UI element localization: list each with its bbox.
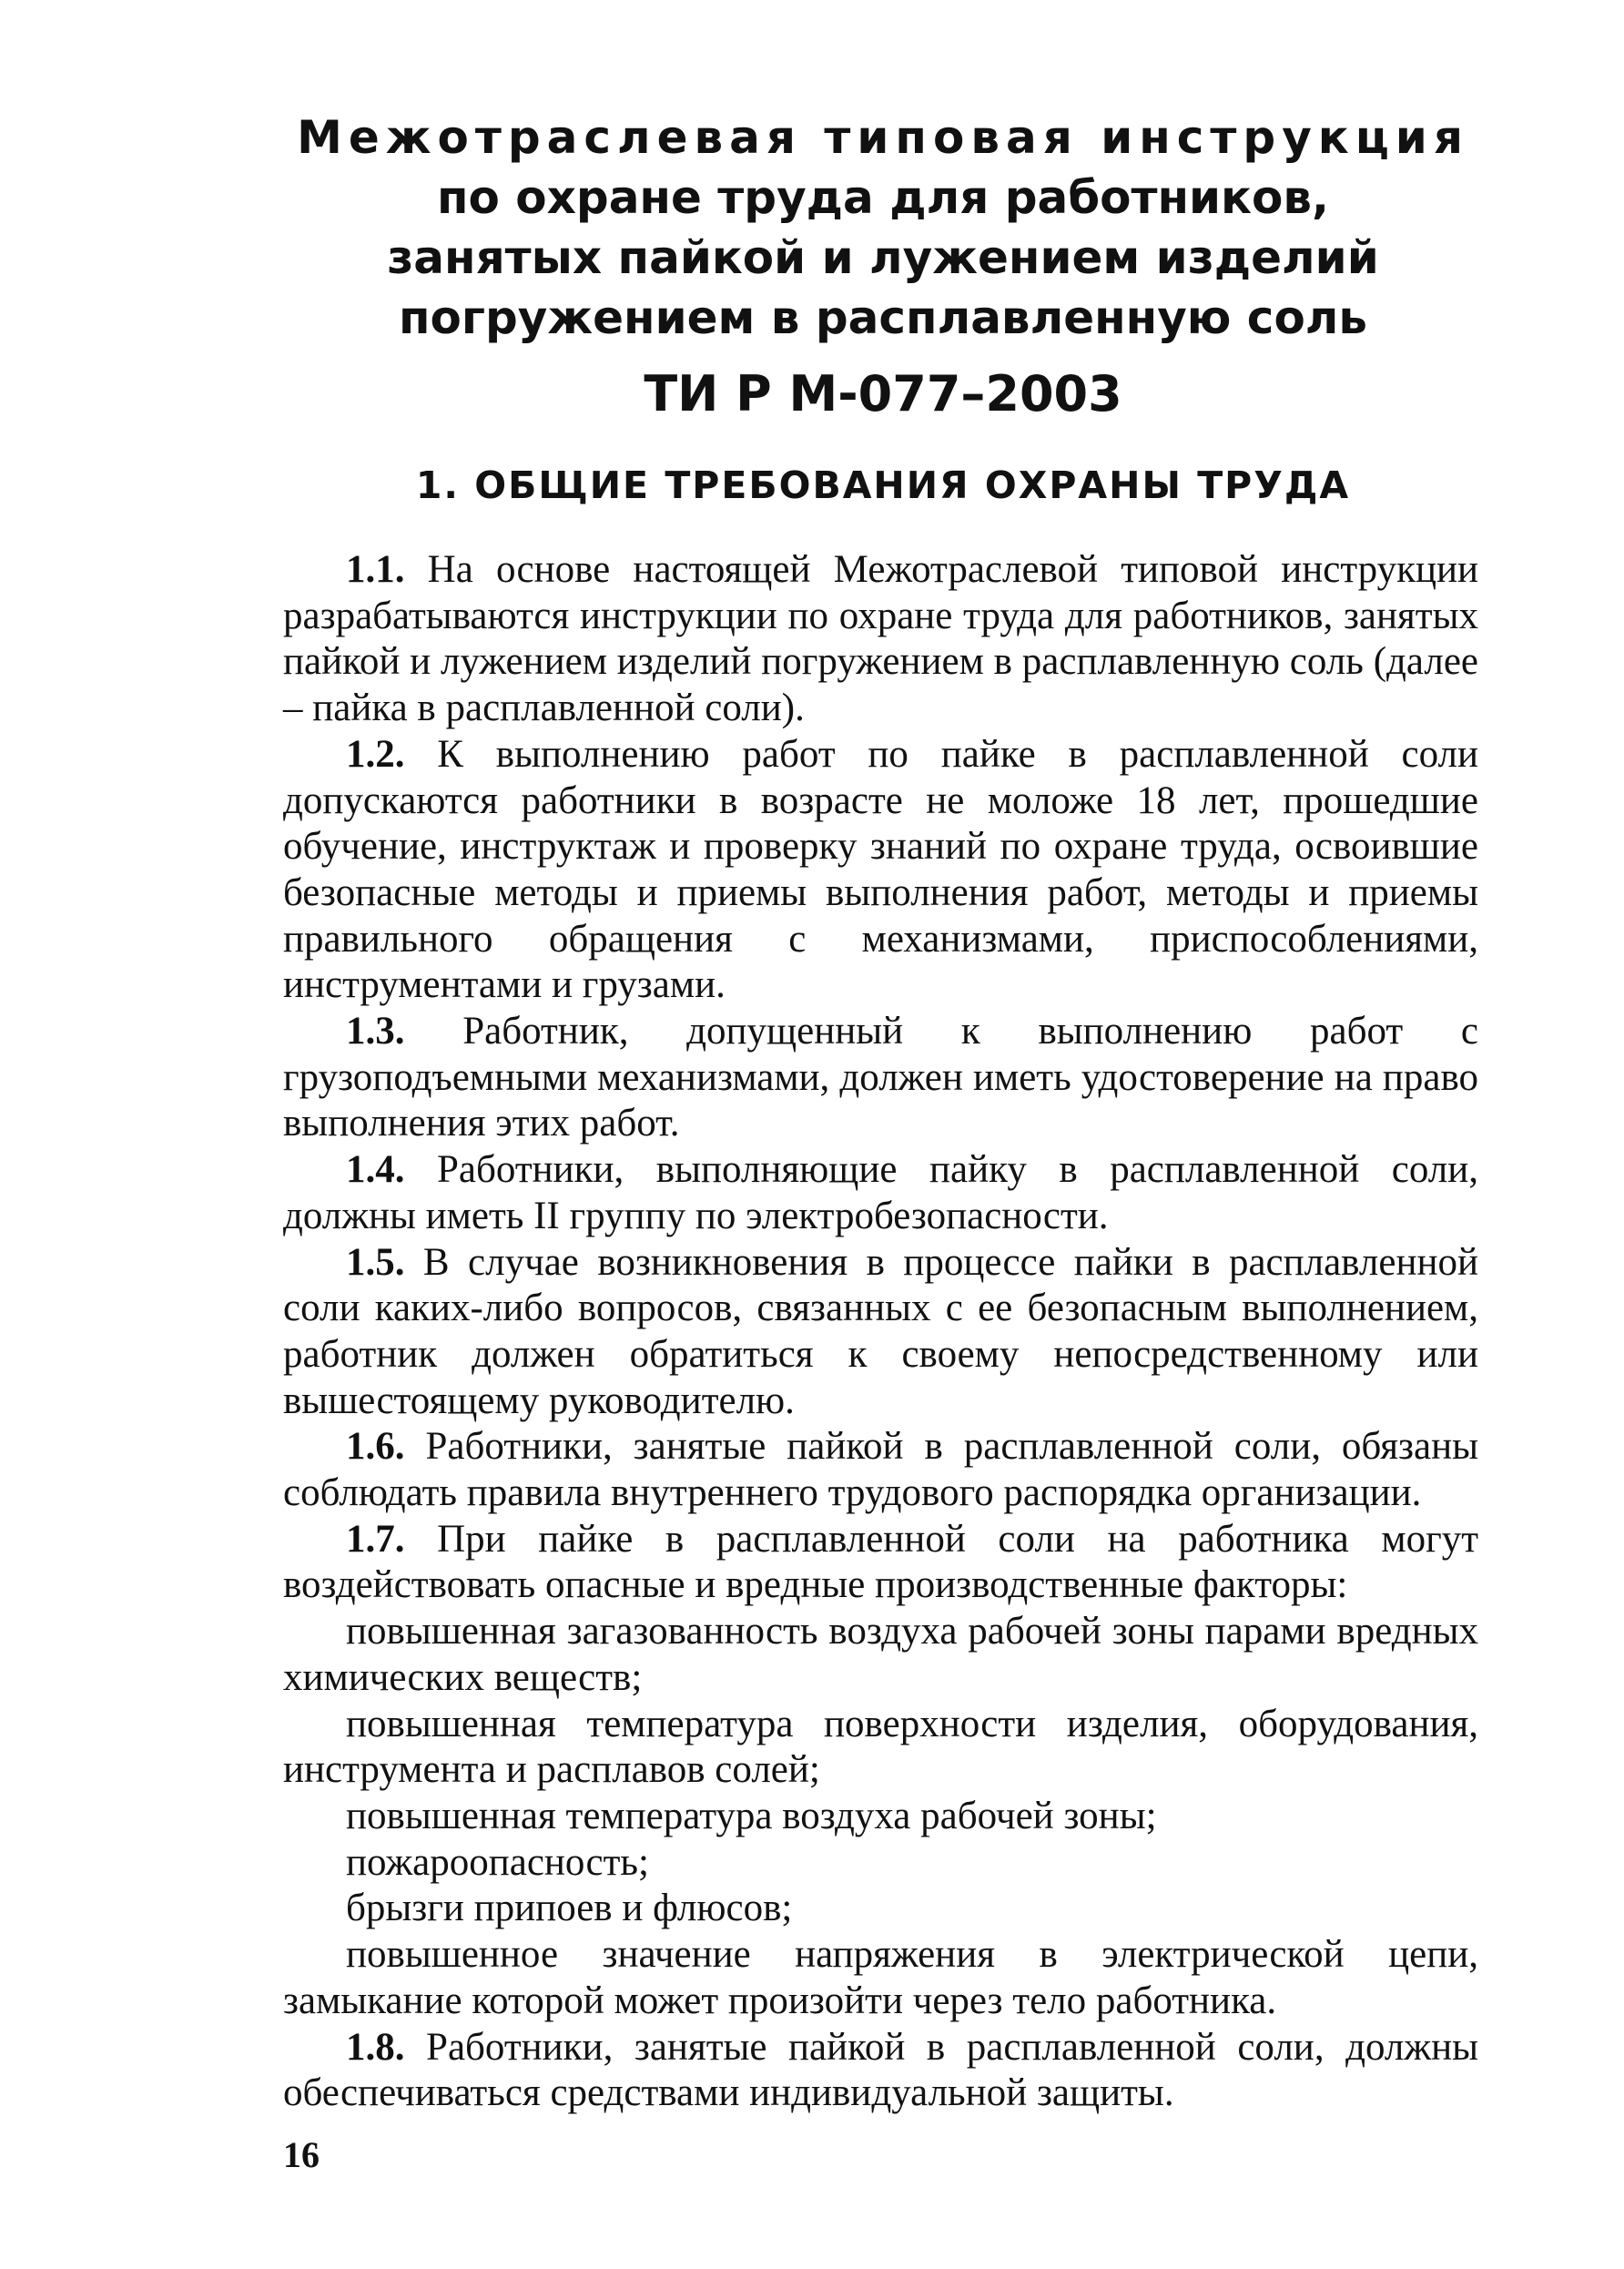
list-item-text: повышенное значение напряжения в электрической цепи, замыкание которой может произойти через тело работника. <box>283 1933 1478 2022</box>
title-line: Межотраслевая типовая инструкция <box>297 111 1469 164</box>
paragraph-text: К выполнению работ по пайке в расплавленной соли допускаются работники в возрасте не моложе 18 лет, прошедшие обучение, инструктаж и проверку знаний по охране труда, освоившие безопасные методы и приемы выполнения работ, методы и приемы правильного обращения с механизмами, приспособлениями, инструментами и грузами. <box>283 732 1478 1007</box>
list-item <box>283 1609 1478 1701</box>
paragraph-number: 1.3. <box>346 1010 405 1053</box>
paragraph-number: 1.6. <box>346 1425 405 1469</box>
list-item-text: повышенная температура поверхности изделия, оборудования, инструмента и расплавов солей; <box>283 1702 1478 1792</box>
document-body <box>283 547 1478 2117</box>
paragraph-number: 1.8. <box>346 2025 405 2069</box>
paragraph <box>283 732 1478 1009</box>
paragraph <box>283 1424 1478 1516</box>
paragraph-number: 1.5. <box>346 1240 405 1284</box>
paragraph <box>283 1240 1478 1425</box>
list-item <box>283 1886 1478 1932</box>
paragraph <box>283 1517 1478 1609</box>
list-item-text: повышенная загазованность воздуха рабочей зоны парами вредных химических веществ; <box>283 1610 1478 1699</box>
document-title <box>273 107 1493 348</box>
title-line: погружением в расплавленную соль <box>398 291 1368 344</box>
page-number: 16 <box>283 2134 320 2175</box>
paragraph <box>283 1009 1478 1147</box>
paragraph-text: При пайке в расплавленной соли на работника могут воздействовать опасные и вредные производственные факторы: <box>283 1517 1478 1607</box>
section-heading: 1. ОБЩИЕ ТРЕБОВАНИЯ ОХРАНЫ ТРУДА <box>415 463 1351 507</box>
paragraph-number: 1.7. <box>346 1517 405 1561</box>
paragraph <box>283 547 1478 732</box>
paragraph-text: В случае возникновения в процессе пайки в расплавленной соли каких-либо вопросов, связанных с ее безопасным выполнением, работник должен обратиться к своему непосредственному или вышестоящему руководителю. <box>283 1240 1478 1422</box>
title-line: занятых пайкой и лужением изделий <box>387 231 1379 284</box>
paragraph-number: 1.1. <box>346 548 405 591</box>
paragraph <box>283 2025 1478 2117</box>
title-line: по охране труда для работников, <box>437 171 1329 224</box>
paragraph <box>283 1147 1478 1239</box>
list-item <box>283 1794 1478 1840</box>
paragraph-number: 1.2. <box>346 732 405 776</box>
list-item <box>283 1840 1478 1887</box>
paragraph-text: Работники, занятые пайкой в расплавленной соли, должны обеспечиваться средствами индивидуальной защиты. <box>283 2025 1478 2115</box>
document-code: ТИ Р М-077–2003 <box>644 365 1122 422</box>
paragraph-text: Работники, выполняющие пайку в расплавленной соли, должны иметь II группу по электробезопасности. <box>283 1148 1478 1237</box>
list-item <box>283 1932 1478 2024</box>
paragraph-text: Работники, занятые пайкой в расплавленной соли, обязаны соблюдать правила внутреннего трудового распорядка организации. <box>283 1425 1478 1515</box>
paragraph-text: На основе настоящей Межотраслевой типовой инструкции разрабатываются инструкции по охране труда для работников, занятых пайкой и лужением изделий погружением в расплавленную соль (далее – пайка в расплавленной соли). <box>283 548 1478 730</box>
paragraph-text: Работник, допущенный к выполнению работ с грузоподъемными механизмами, должен иметь удостоверение на право выполнения этих работ. <box>283 1010 1478 1145</box>
list-item-text: повышенная температура воздуха рабочей зоны; <box>346 1794 1157 1837</box>
list-item-text: брызги припоев и флюсов; <box>346 1887 793 1930</box>
list-item-text: пожароопасность; <box>346 1840 649 1884</box>
list-item <box>283 1702 1478 1794</box>
paragraph-number: 1.4. <box>346 1148 405 1192</box>
